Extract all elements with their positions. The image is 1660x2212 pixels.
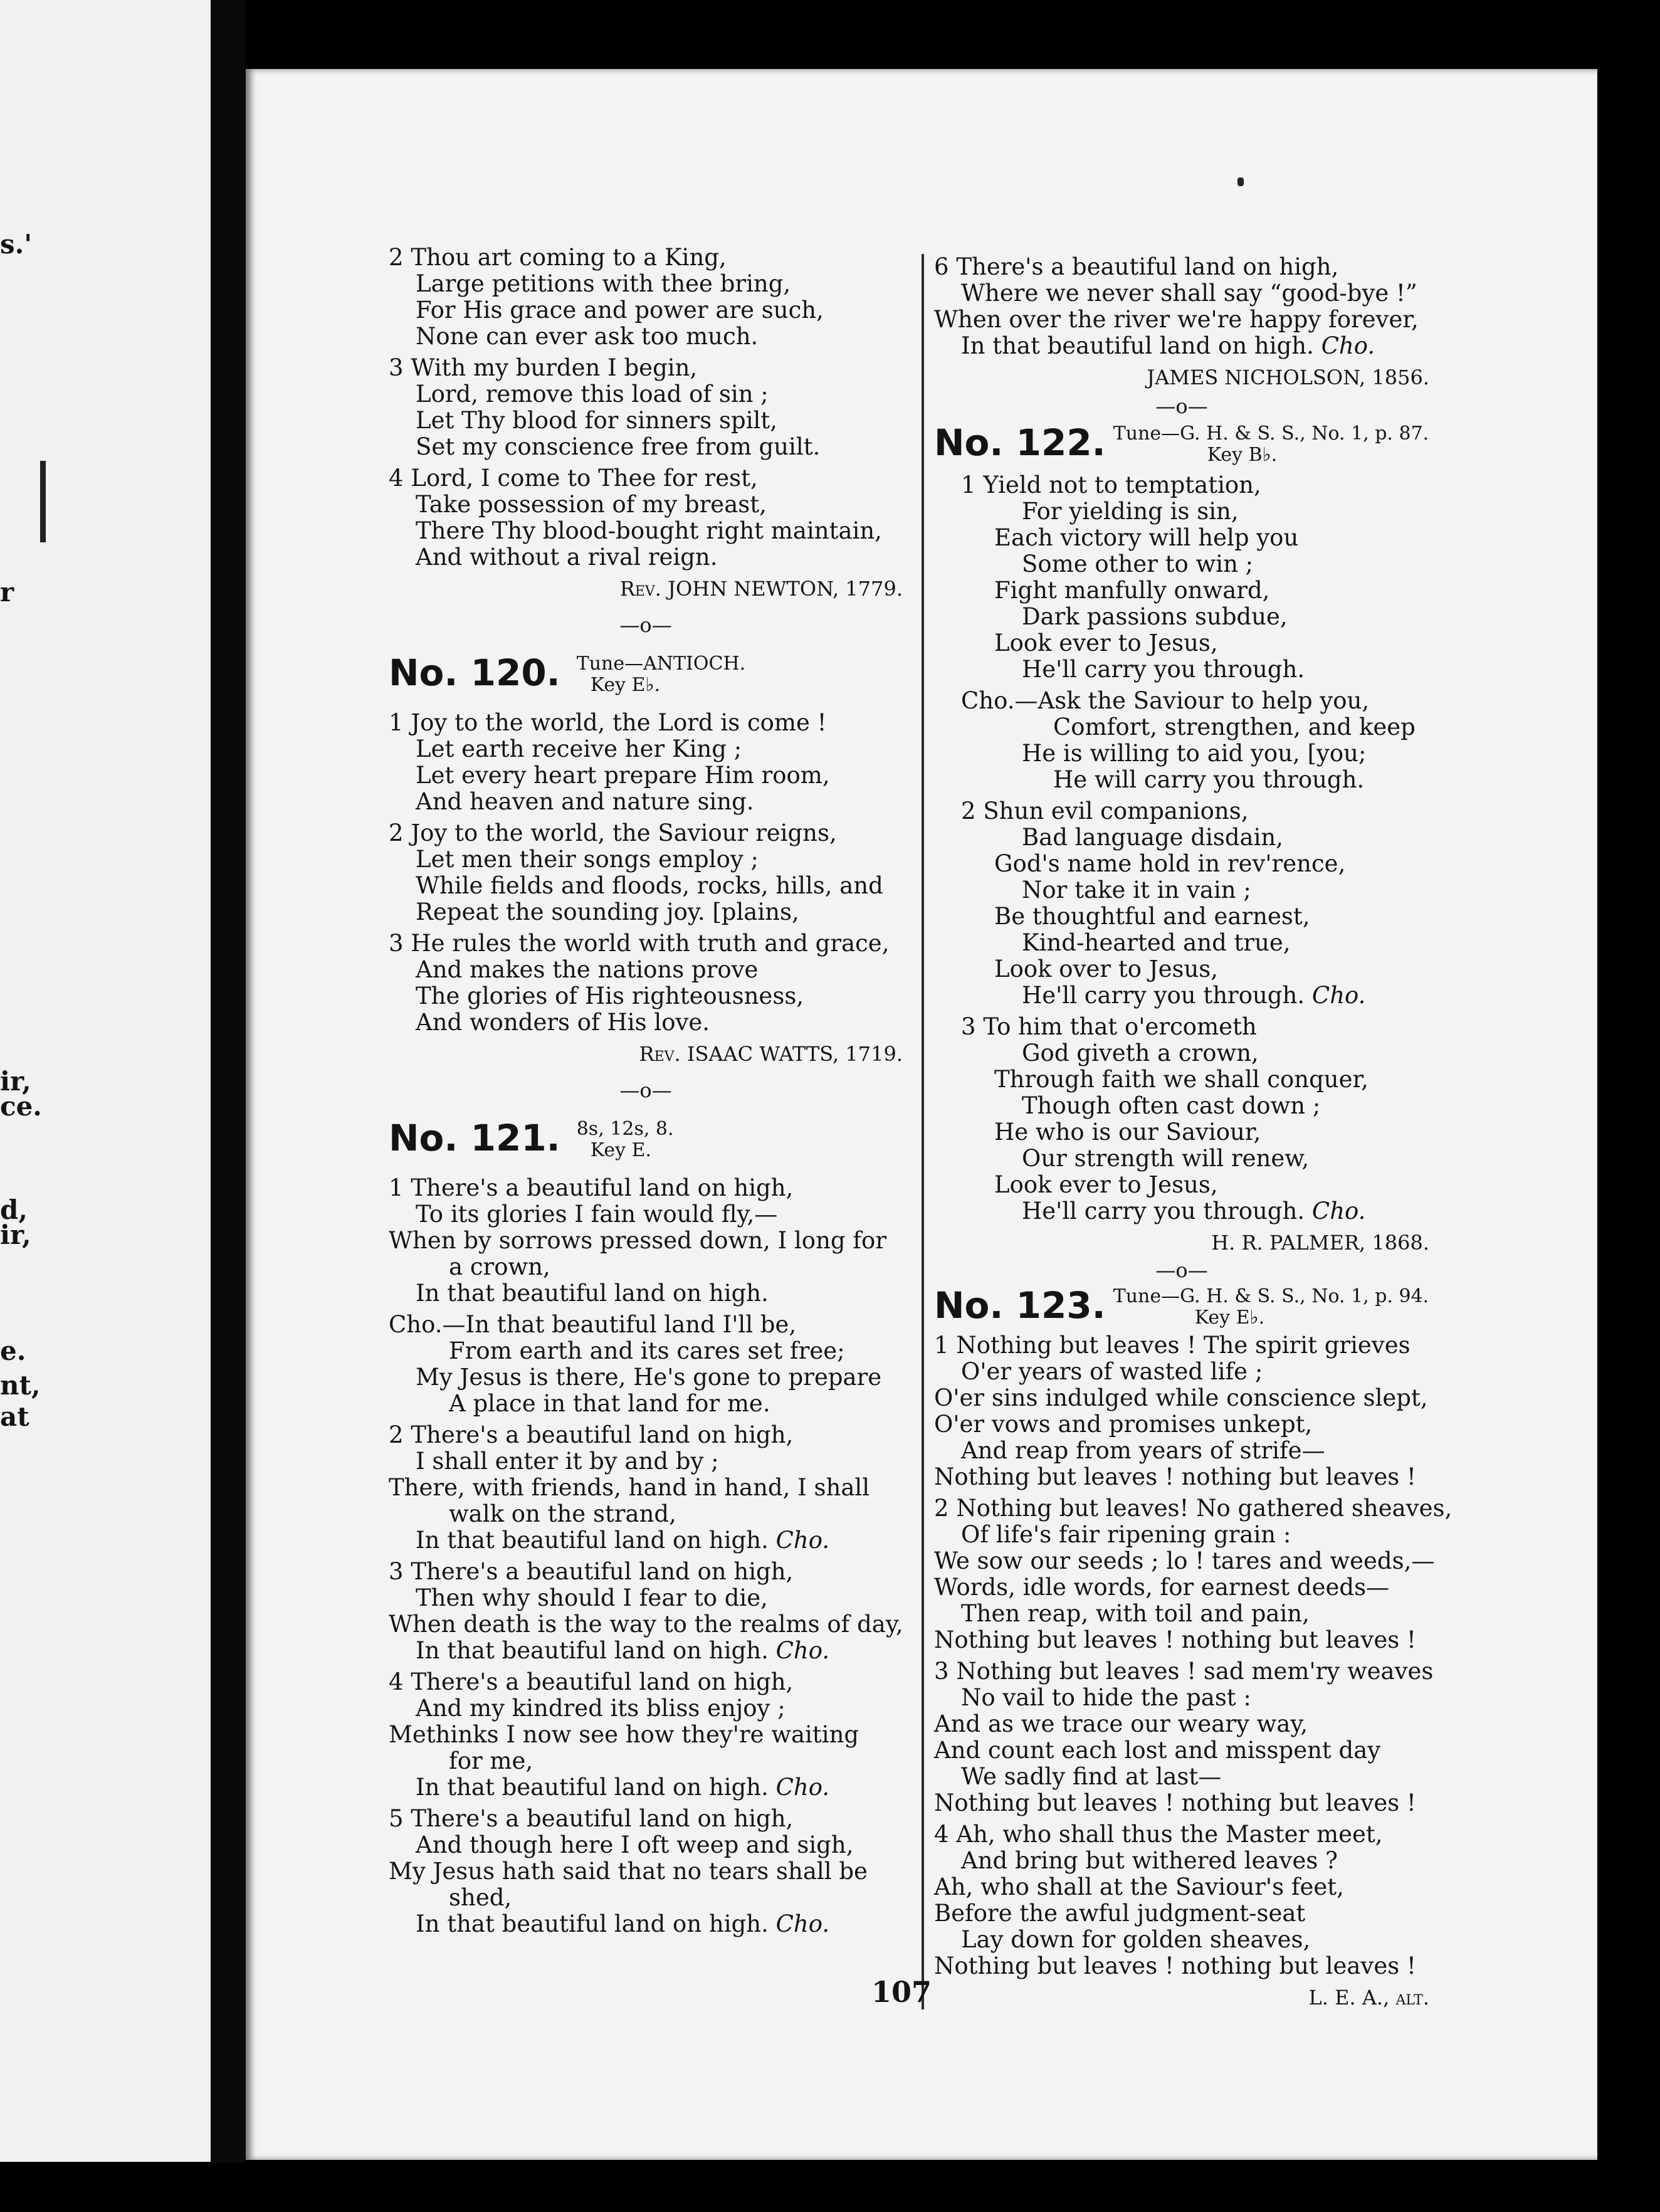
hymn-header: [389, 653, 903, 696]
stanza: 2 Nothing but leaves! No gathered sheaves, Of life's fair ripening grain : We sow our seeds ; lo ! tares and weeds,— Words, idle words, for earnest deeds— Then reap, with toil and pain, Nothing but leaves ! nothing but leaves !: [934, 1495, 1453, 1653]
hymn-121: [389, 1119, 903, 1937]
separator: —o—: [1155, 394, 1208, 418]
column-rule: [922, 254, 924, 2009]
tune-name: Tune—G. H. & S. S., No. 1, p. 87.: [1113, 423, 1429, 445]
stanza: 3 With my burden I begin, Lord, remove this load of sin ; Let Thy blood for sinners spilt, Set my conscience free from guilt.: [389, 354, 821, 460]
key-signature: Key E♭.: [590, 674, 661, 696]
separator: —o—: [619, 613, 672, 637]
facing-page-fragment: ir,: [0, 1066, 31, 1097]
facing-page-fragment: r: [0, 577, 14, 608]
tune-name: Tune—G. H. & S. S., No. 1, p. 94.: [1113, 1285, 1429, 1307]
attribution: Rev. JOHN NEWTON, 1779.: [619, 577, 903, 601]
tune-name: Tune—ANTIOCH.: [576, 653, 746, 675]
hymn-number: No. 123.: [934, 1284, 1106, 1327]
hymn-header: [934, 1286, 1429, 1329]
key-signature: Key E♭.: [1194, 1307, 1265, 1329]
stanza: 4 Lord, I come to Thee for rest, Take possession of my breast, There Thy blood-bought right maintain, And without a rival reign.: [389, 465, 882, 571]
hymn-119-continuation: [389, 245, 903, 602]
stanza: 5 There's a beautiful land on high, And though here I oft weep and sigh, My Jesus hath said that no tears shall be shed, In that beautiful land on high. Cho.: [389, 1805, 868, 1937]
page-number: 107: [871, 1975, 932, 2009]
stanza: 1 Joy to the world, the Lord is come ! Let earth receive her King ; Let every heart prepare Him room, And heaven and nature sing.: [389, 709, 830, 815]
facing-page-fragment: s.': [0, 229, 33, 260]
facing-page-fragment: at: [0, 1401, 29, 1432]
stanza: 6 There's a beautiful land on high, Where we never shall say “good-bye !” When over the river we're happy forever, In that beautiful land on high. Cho.: [934, 253, 1419, 359]
separator: —o—: [1155, 1258, 1208, 1282]
hymn-number: No. 121.: [389, 1117, 560, 1159]
stanza: 4 There's a beautiful land on high, And my kindred its bliss enjoy ; Methinks I now see how they're waiting for me, In that beautiful land on high. Cho.: [389, 1668, 859, 1801]
right-column: [934, 253, 1453, 2012]
facing-page-fragment: e.: [0, 1335, 26, 1366]
stanza: 2 Joy to the world, the Saviour reigns, Let men their songs employ ; While fields and floods, rocks, hills, and Repeat the sounding joy. [plains,: [389, 819, 883, 925]
facing-page-fragment: ir,: [0, 1219, 31, 1250]
chorus: Cho.—In that beautiful land I'll be, From earth and its cares set free; My Jesus is there, He's gone to prepare A place in that land for me.: [389, 1311, 882, 1417]
left-column: [389, 245, 903, 1942]
facing-page-fragment: d,: [0, 1194, 28, 1225]
stanza: 1 Nothing but leaves ! The spirit grieves O'er years of wasted life ; O'er sins indulged while conscience slept, O'er vows and promises unkept, And reap from years of strife— Nothing but leaves ! nothing but leaves !: [934, 1332, 1428, 1490]
hymn-number: No. 120.: [389, 651, 560, 694]
stanza: 3 Nothing but leaves ! sad mem'ry weaves No vail to hide the past : And as we trace our weary way, And count each lost and misspent day We sadly find at last— Nothing but leaves ! nothing but leaves !: [934, 1658, 1434, 1816]
facing-page-edge: [0, 0, 211, 2162]
stanza: 3 There's a beautiful land on high, Then why should I fear to die, When death is the way to the realms of day, In that beautiful land on high. Cho.: [389, 1558, 903, 1664]
stanza: 3 To him that o'ercometh God giveth a crown, Through faith we shall conquer, Though often cast down ; He who is our Saviour, Our strength will renew, Look ever to Jesus, He'll carry you through. Cho.: [961, 1013, 1368, 1224]
book-gutter: [211, 0, 246, 2163]
hymn-header: [389, 1119, 903, 1161]
stanza: 3 He rules the world with truth and grace, And makes the nations prove The glories of His righteousness, And wonders of His love.: [389, 930, 890, 1036]
attribution: L. E. A., alt.: [1308, 1986, 1429, 2009]
stanza: 2 Shun evil companions, Bad language disdain, God's name hold in rev'rence, Nor take it in vain ; Be thoughtful and earnest, Kind-hearted and true, Look over to Jesus, He'll carry you through. Cho.: [961, 798, 1366, 1009]
ink-dot: [1237, 177, 1244, 186]
hymn-123: [934, 1284, 1453, 2011]
attribution: JAMES NICHOLSON, 1856.: [1147, 366, 1429, 389]
stanza: 1 There's a beautiful land on high, To its glories I fain would fly,— When by sorrows pressed down, I long for a crown, In that beautiful land on high.: [389, 1174, 887, 1307]
facing-page-fragment: ce.: [0, 1091, 42, 1122]
chorus: Cho.—Ask the Saviour to help you, Comfort, strengthen, and keep He is willing to aid you, [you; He will carry you through.: [961, 687, 1416, 793]
stanza: 2 Thou art coming to a King, Large petitions with thee bring, For His grace and power are such, None can ever ask too much.: [389, 244, 824, 350]
attribution: H. R. PALMER, 1868.: [1211, 1231, 1429, 1255]
hymn-120: [389, 653, 903, 1067]
separator: —o—: [619, 1078, 672, 1102]
facing-page-fragment: nt,: [0, 1370, 41, 1401]
hymn-122: [934, 423, 1429, 1256]
hymn-header: [934, 423, 1429, 466]
key-signature: Key E.: [590, 1139, 651, 1161]
attribution: Rev. ISAAC WATTS, 1719.: [639, 1042, 903, 1066]
stanza: 4 Ah, who shall thus the Master meet, And bring but withered leaves ? Ah, who shall at the Saviour's feet, Before the awful judgment-seat Lay down for golden sheaves, Nothing but leaves ! nothing but leaves !: [934, 1821, 1416, 1979]
stanza: 1 Yield not to temptation, For yielding is sin, Each victory will help you Some other to win ; Fight manfully onward, Dark passions subdue, Look ever to Jesus, He'll carry you through.: [961, 471, 1305, 683]
stanza: 2 There's a beautiful land on high, I shall enter it by and by ; There, with friends, hand in hand, I shall walk on the strand, In that beautiful land on high. Cho.: [389, 1421, 870, 1554]
hymn-number: No. 122.: [934, 421, 1106, 464]
hymn-121-continuation: [934, 254, 1429, 391]
key-signature: Key B♭.: [1207, 444, 1278, 466]
meter: 8s, 12s, 8.: [576, 1118, 674, 1140]
ink-mark: [40, 461, 46, 542]
